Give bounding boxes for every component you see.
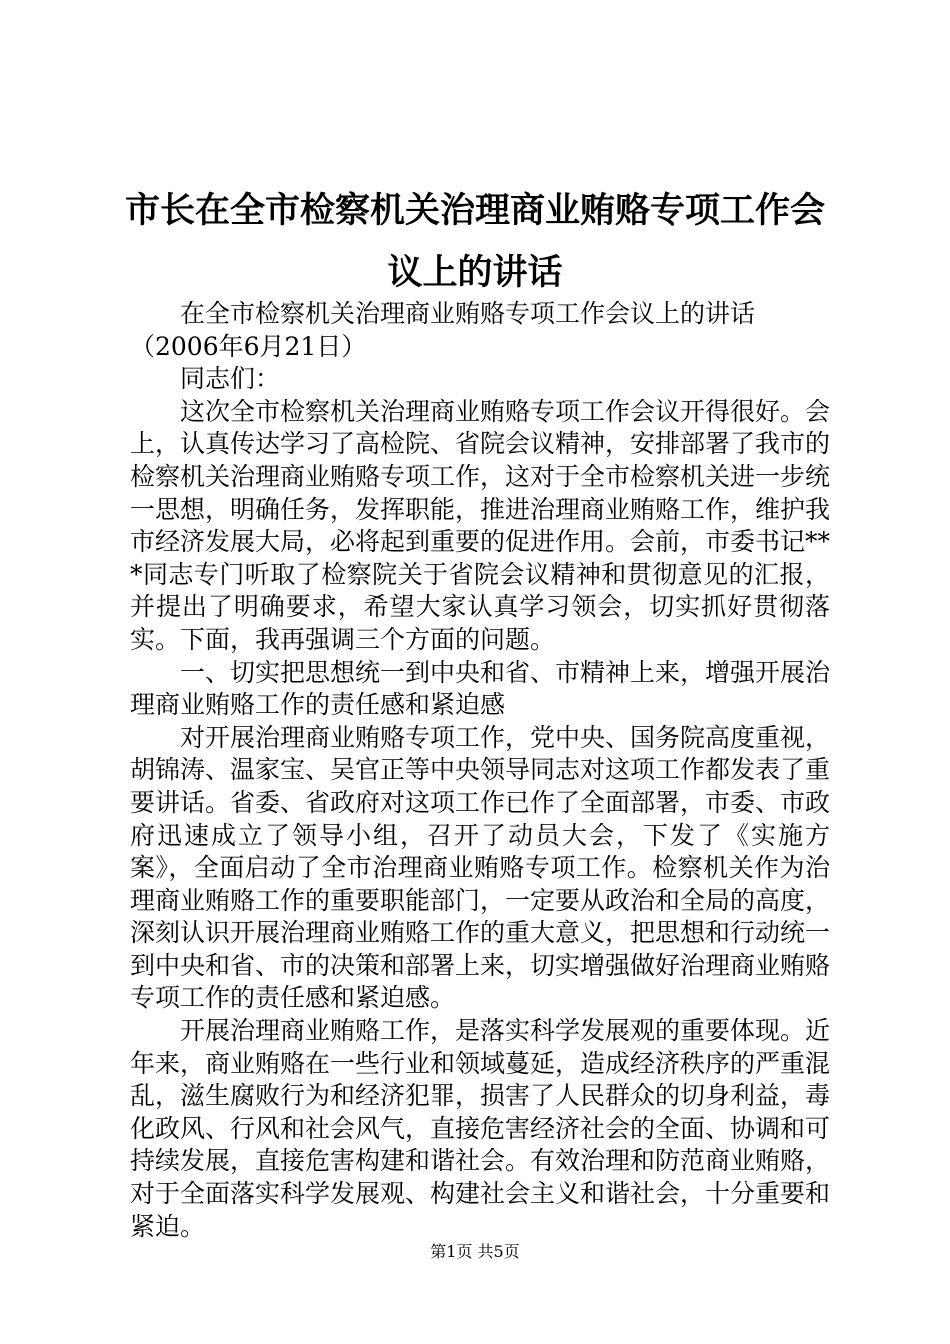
date-line: （2006年6月21日）	[130, 331, 367, 361]
paragraph-2: 对开展治理商业贿赂专项工作，党中央、国务院高度重视，胡锦涛、温家宝、吴官正等中央领导同志对这项工作都发表了重要讲话。省委、省政府对这项工作已作了全面部署，市委、市政府迅速成立了领导小组，召开了动员大会，下发了《实施方案》，全面启动了全市治理商业贿赂专项工作。检察机关作为治理商业贿赂工作的重要职能部门，一定要从政治和全局的高度，深刻认识开展治理商业贿赂工作的重大意义，把思想和行动统一到中央和省、市的决策和部署上来，切实增强做好治理商业贿赂专项工作的责任感和紧迫感。	[130, 722, 831, 1013]
document-title	[100, 180, 850, 304]
document-body	[130, 298, 830, 1243]
section-heading-1: 一、切实把思想统一到中央和省、市精神上来，增强开展治理商业贿赂工作的责任感和紧迫感	[130, 657, 831, 720]
subtitle: 在全市检察机关治理商业贿赂专项工作会议上的讲话	[180, 299, 756, 328]
title-line-2: 议上的讲话	[387, 252, 563, 293]
salutation: 同志们：	[180, 364, 281, 394]
paragraph-intro: 这次全市检察机关治理商业贿赂专项工作会议开得很好。会上，认真传达学习了高检院、省院会议精神，安排部署了我市的检察机关治理商业贿赂专项工作，这对于全市检察机关进一步统一思想，明确任务，发挥职能，推进治理商业贿赂工作，维护我市经济发展大局，必将起到重要的促进作用。会前，市委书记***同志专门听取了检察院关于省院会议精神和贯彻意见的汇报，并提出了明确要求，希望大家认真学习领会，切实抓好贯彻落实。下面，我再强调三个方面的问题。	[130, 396, 831, 654]
title-line-1: 市长在全市检察机关治理商业贿赂专项工作会	[124, 190, 825, 231]
page-footer: 第1页 共5页	[430, 1242, 520, 1261]
paragraph-3: 开展治理商业贿赂工作，是落实科学发展观的重要体现。近年来，商业贿赂在一些行业和领域蔓延，造成经济秩序的严重混乱，滋生腐败行为和经济犯罪，损害了人民群众的切身利益，毒化政风、行风和社会风气，直接危害经济社会的全面、协调和可持续发展，直接危害构建和谐社会。有效治理和防范商业贿赂，对于全面落实科学发展观、构建社会主义和谐社会，十分重要和紧迫。	[130, 1016, 831, 1241]
